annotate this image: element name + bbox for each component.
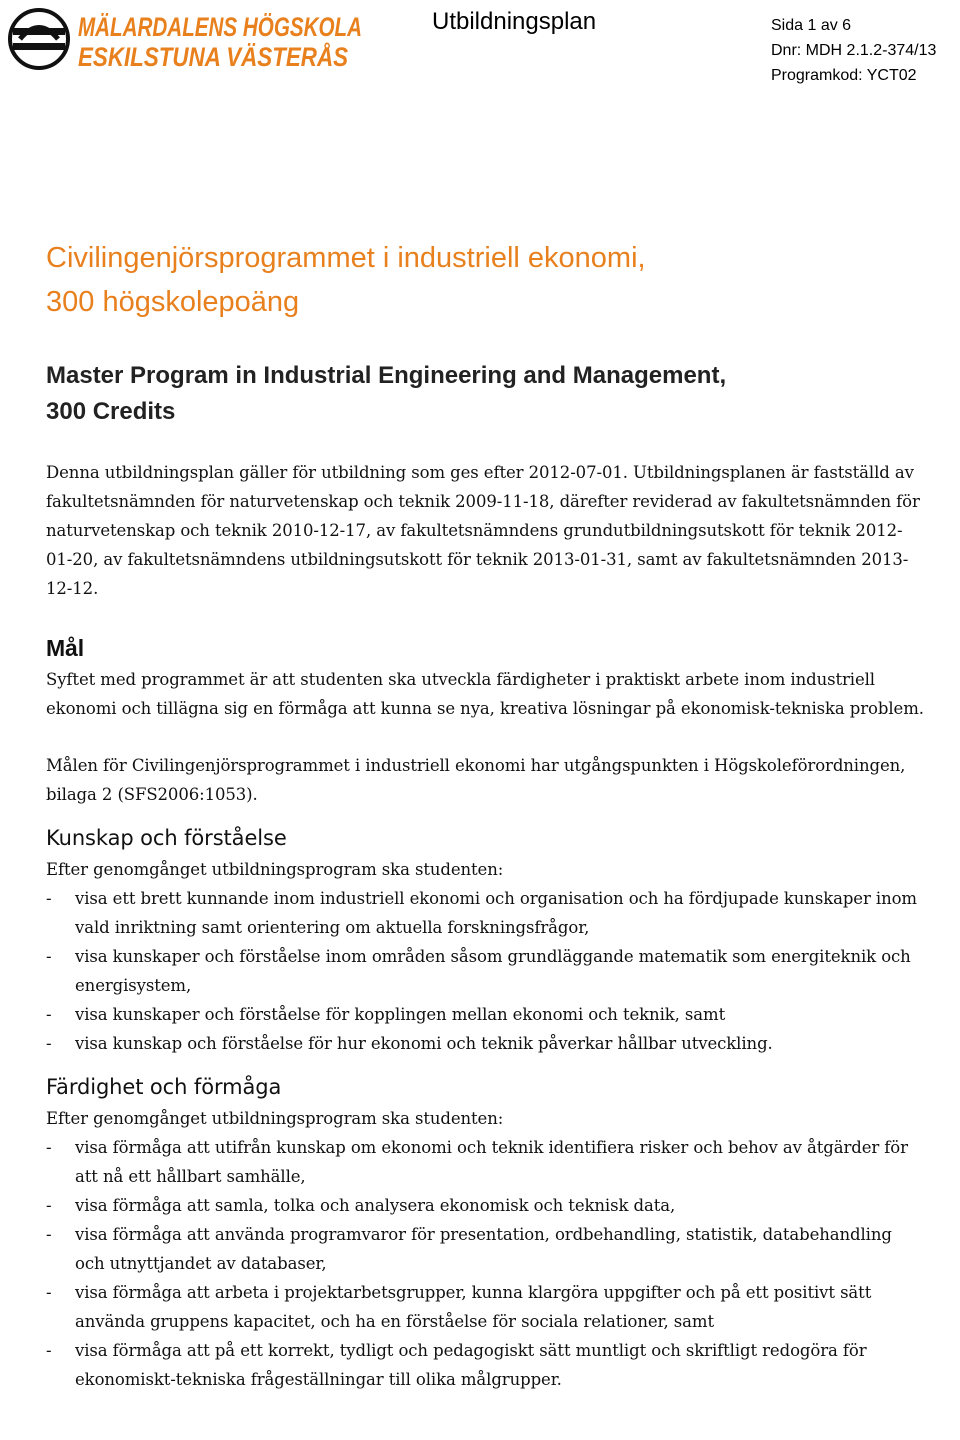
list-item-text: visa förmåga att arbeta i projektarbetsgrupper, kunna klargöra uppgifter och på ett positivt sätt använda gruppens kapacitet, och ha en förståelse för sociala relationer, samt	[75, 1283, 872, 1331]
program-title-swedish	[46, 236, 646, 324]
mal-paragraph-2: Målen för Civilingenjörsprogrammet i industriell ekonomi har utgångspunkten i Högskoleförordningen, bilaga 2 (SFS2006:1053).	[46, 756, 906, 804]
dash-bullet: -	[46, 1341, 52, 1360]
list-item	[46, 1220, 926, 1278]
intro-paragraph: Denna utbildningsplan gäller för utbildning som ges efter 2012-07-01. Utbildningsplanen är fastställd av fakultetsnämnden för naturvetenskap och teknik 2009-11-18, därefter reviderad av fakultetsnämnden för naturvetenskap och teknik 2010-12-17, av fakultetsnämndens grundutbildningsutskott för teknik 2012-01-20, av fakultetsnämndens utbildningsutskott för teknik 2013-01-31, samt av fakultetsnämnden 2013-12-12.	[46, 463, 920, 598]
list-item	[46, 1336, 926, 1394]
document-type-title: Utbildningsplan	[432, 8, 597, 35]
dash-bullet: -	[46, 1225, 52, 1244]
list-item-text: visa kunskap och förståelse för hur ekonomi och teknik påverkar hållbar utveckling.	[75, 1034, 773, 1053]
list-item	[46, 1191, 926, 1220]
list-item-text: visa förmåga att utifrån kunskap om ekonomi och teknik identifiera risker och behov av åtgärder för att nå ett hållbart samhälle,	[75, 1138, 908, 1186]
dash-bullet: -	[46, 947, 52, 966]
section-heading-kunskap: Kunskap och förståelse	[46, 826, 287, 850]
title-sv-line-1: Civilingenjörsprogrammet i industriell ekonomi,	[46, 242, 646, 274]
logo-line-2: ESKILSTUNA VÄSTERÅS	[78, 42, 405, 72]
fardighet-list	[46, 1133, 926, 1394]
page-number: Sida 1 av 6	[771, 17, 852, 34]
list-item-text: visa förmåga att använda programvaror för presentation, ordbehandling, statistik, databehandling och utnyttjandet av databaser,	[75, 1225, 892, 1273]
list-item	[46, 1000, 926, 1029]
dash-bullet: -	[46, 1005, 52, 1024]
dash-bullet: -	[46, 1138, 52, 1157]
dash-bullet: -	[46, 889, 52, 908]
title-en-line-2: 300 Credits	[46, 398, 176, 425]
page-header	[0, 0, 960, 90]
list-item-text: visa ett brett kunnande inom industriell ekonomi och organisation och ha fördjupade kunskaper inom vald inriktning samt orientering om aktuella forskningsfrågor,	[75, 889, 917, 937]
list-item-text: visa förmåga att på ett korrekt, tydligt och pedagogiskt sätt muntligt och skriftligt redogöra för ekonomiskt-tekniska frågeställningar till olika målgrupper.	[75, 1341, 867, 1389]
document-meta	[771, 13, 936, 88]
list-item-text: visa kunskaper och förståelse för kopplingen mellan ekonomi och teknik, samt	[75, 1005, 726, 1024]
section-heading-fardighet: Färdighet och förmåga	[46, 1075, 282, 1099]
list-item-text: visa förmåga att samla, tolka och analysera ekonomisk och teknisk data,	[75, 1196, 676, 1215]
section-heading-mal: Mål	[46, 635, 85, 661]
mdh-emblem-icon	[10, 10, 68, 68]
logo-line-1: MÄLARDALENS HÖGSKOLA	[78, 12, 362, 42]
program-code: Programkod: YCT02	[771, 67, 917, 84]
document-body	[46, 458, 926, 1394]
dash-bullet: -	[46, 1196, 52, 1215]
list-item	[46, 1133, 926, 1191]
kunskap-lead: Efter genomgånget utbildningsprogram ska studenten:	[46, 860, 504, 879]
mdh-logo	[6, 6, 405, 72]
list-item	[46, 942, 926, 1000]
kunskap-list	[46, 884, 926, 1058]
program-title-english	[46, 358, 726, 430]
dash-bullet: -	[46, 1283, 52, 1302]
list-item	[46, 1029, 926, 1058]
fardighet-lead: Efter genomgånget utbildningsprogram ska studenten:	[46, 1109, 504, 1128]
registration-number: Dnr: MDH 2.1.2-374/13	[771, 42, 937, 59]
list-item	[46, 884, 926, 942]
mal-paragraph-1: Syftet med programmet är att studenten ska utveckla färdigheter i praktiskt arbete inom industriell ekonomi och tillägna sig en förmåga att kunna se nya, kreativa lösningar på ekonomisk-tekniska problem.	[46, 670, 924, 718]
list-item	[46, 1278, 926, 1336]
list-item-text: visa kunskaper och förståelse inom områden såsom grundläggande matematik som energiteknik och energisystem,	[75, 947, 911, 995]
dash-bullet: -	[46, 1034, 52, 1053]
title-sv-line-2: 300 högskolepoäng	[46, 286, 300, 318]
title-en-line-1: Master Program in Industrial Engineering and Management,	[46, 362, 727, 389]
